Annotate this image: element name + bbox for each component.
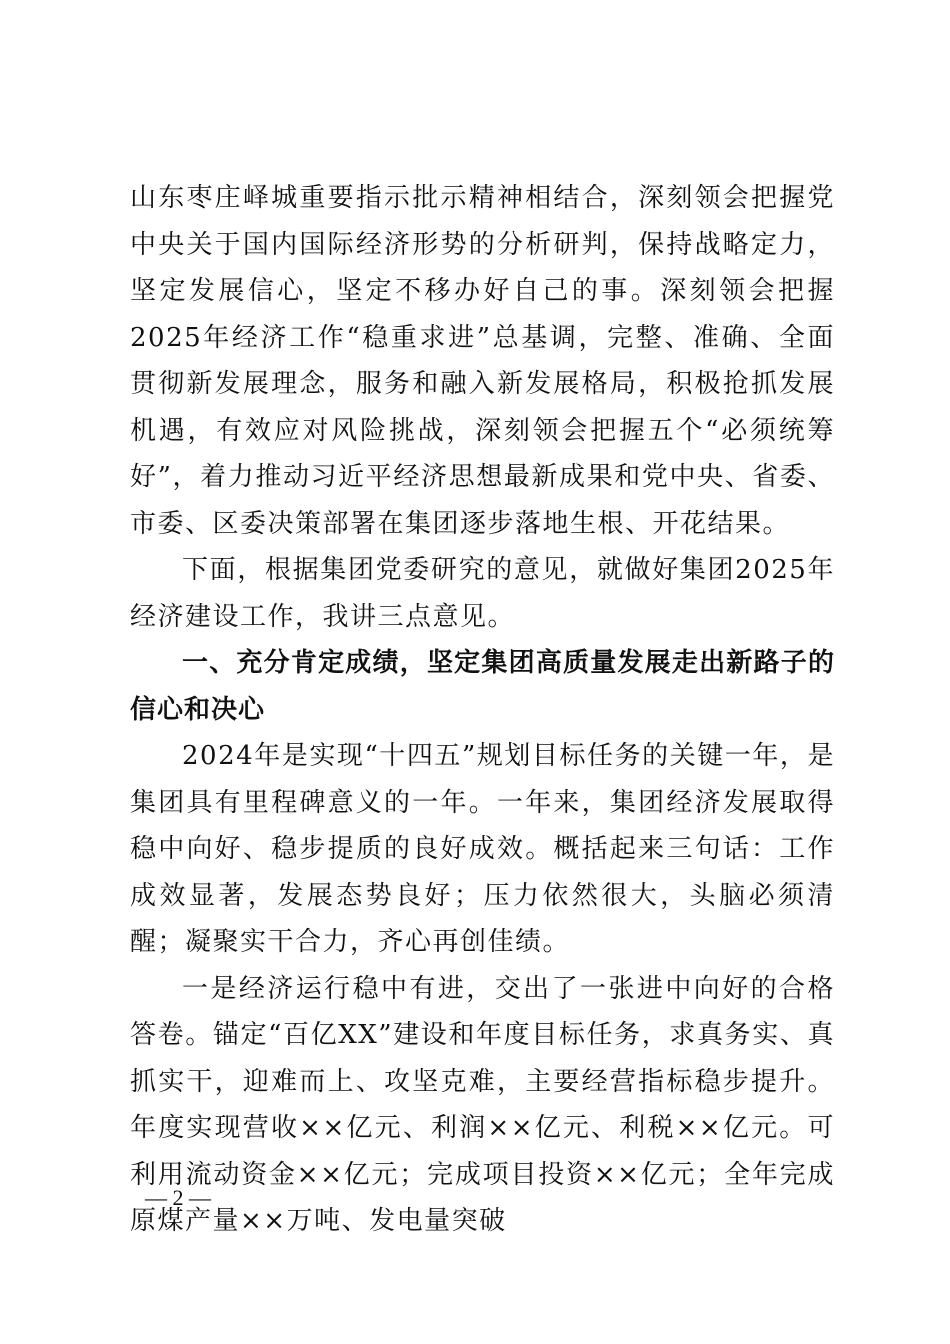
document-body — [130, 175, 835, 1245]
paragraph-continuation: 山东枣庄峄城重要指示批示精神相结合，深刻领会把握党中央关于国内国际经济形势的分析研判，保持战略定力，坚定发展信心，坚定不移办好自己的事。深刻领会把握2025年经济工作“稳重求进”总基调，完整、准确、全面贯彻新发展理念，服务和融入新发展格局，积极抢抓发展机遇，有效应对风险挑战，深刻领会把握五个“必须统筹好”，着力推动习近平经济思想最新成果和党中央、省委、市委、区委决策部署在集团逐步落地生根、开花结果。 — [130, 183, 835, 539]
paragraph-intro: 下面，根据集团党委研究的意见，就做好集团2025年经济建设工作，我讲三点意见。 — [130, 555, 835, 632]
section-heading: 一、充分肯定成绩，坚定集团高质量发展走出新路子的信心和决心 — [130, 648, 835, 725]
page-number: — 2 — — [145, 1185, 211, 1210]
paragraph-2024-summary: 2024年是实现“十四五”规划目标任务的关键一年，是集团具有里程碑意义的一年。一年来，集团经济发展取得稳中向好、稳步提质的良好成效。概括起来三句话：工作成效显著，发展态势良好；压力依然很大，头脑必须清醒；凝聚实干合力，齐心再创佳绩。 — [130, 741, 835, 957]
paragraph-economic-operation: 一是经济运行稳中有进，交出了一张进中向好的合格答卷。锚定“百亿XX”建设和年度目标任务，求真务实、真抓实干，迎难而上、攻坚克难，主要经营指标稳步提升。年度实现营收××亿元、利润××亿元、利税××亿元。可利用流动资金××亿元；完成项目投资××亿元；全年完成原煤产量××万吨、发电量突破 — [130, 973, 835, 1236]
